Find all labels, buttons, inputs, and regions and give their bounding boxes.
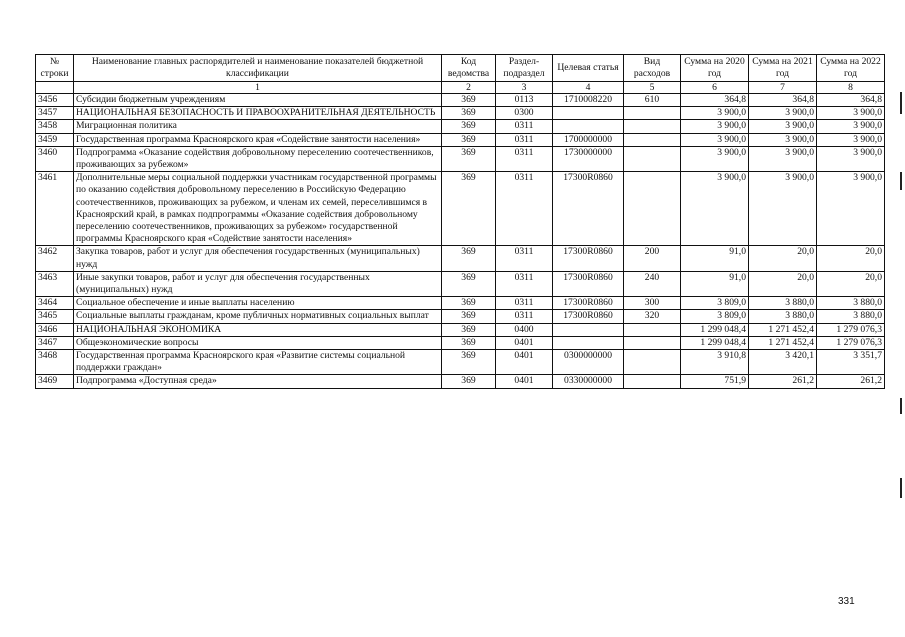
sum-2022: 3 900,0 [817,133,885,146]
table-row [36,297,885,310]
expense-type [624,336,681,349]
row-name: Закупка товаров, работ и услуг для обеспечения государственных (муниципальных) нужд [74,246,442,271]
expense-type [624,120,681,133]
sum-2020: 3 809,0 [681,297,749,310]
scan-mark [900,172,902,190]
expense-type: 240 [624,271,681,296]
scan-mark [900,92,902,114]
target-article: 1730000000 [553,146,624,171]
sum-2022: 3 351,7 [817,350,885,375]
column-number: 6 [681,82,749,94]
dept-code: 369 [442,297,496,310]
dept-code: 369 [442,246,496,271]
sum-2021: 3 900,0 [749,133,817,146]
row-number: 3465 [36,310,74,323]
section-code: 0400 [496,323,553,336]
sum-2020: 364,8 [681,94,749,107]
sum-2021: 20,0 [749,246,817,271]
row-number: 3462 [36,246,74,271]
sum-2020: 1 299 048,4 [681,323,749,336]
sum-2022: 3 880,0 [817,310,885,323]
expense-type [624,172,681,246]
dept-code: 369 [442,271,496,296]
header-name: Наименование главных распорядителей и наименование показателей бюджетной классификации [74,55,442,82]
target-article: 1710008220 [553,94,624,107]
section-code: 0401 [496,375,553,388]
sum-2021: 1 271 452,4 [749,336,817,349]
row-number: 3460 [36,146,74,171]
row-number: 3466 [36,323,74,336]
sum-2020: 91,0 [681,271,749,296]
table-row [36,120,885,133]
target-article: 0330000000 [553,375,624,388]
sum-2020: 3 900,0 [681,120,749,133]
dept-code: 369 [442,133,496,146]
row-number: 3467 [36,336,74,349]
budget-table-sheet [35,54,884,389]
table-row [36,146,885,171]
section-code: 0311 [496,120,553,133]
row-number: 3469 [36,375,74,388]
sum-2020: 751,9 [681,375,749,388]
page-number: 331 [838,596,855,607]
sum-2022: 20,0 [817,271,885,296]
sum-2021: 20,0 [749,271,817,296]
column-number [36,82,74,94]
row-number: 3463 [36,271,74,296]
sum-2022: 20,0 [817,246,885,271]
target-article [553,336,624,349]
sum-2020: 1 299 048,4 [681,336,749,349]
column-number: 5 [624,82,681,94]
sum-2021: 3 900,0 [749,146,817,171]
target-article: 1700000000 [553,133,624,146]
sum-2020: 3 900,0 [681,133,749,146]
section-code: 0300 [496,107,553,120]
section-code: 0401 [496,350,553,375]
table-row [36,375,885,388]
sum-2020: 3 910,8 [681,350,749,375]
row-name: НАЦИОНАЛЬНАЯ ЭКОНОМИКА [74,323,442,336]
row-name: Подпрограмма «Оказание содействия добровольному переселению соотечественников, проживающих за рубежом» [74,146,442,171]
scan-mark [900,398,902,414]
table-row [36,271,885,296]
column-number: 8 [817,82,885,94]
row-number: 3456 [36,94,74,107]
row-name: Миграционная политика [74,120,442,133]
scan-mark [900,478,902,498]
table-row [36,323,885,336]
expense-type [624,350,681,375]
section-code: 0311 [496,297,553,310]
expense-type: 300 [624,297,681,310]
column-numbers-row [36,82,885,94]
column-number: 3 [496,82,553,94]
sum-2022: 3 880,0 [817,297,885,310]
dept-code: 369 [442,350,496,375]
sum-2021: 1 271 452,4 [749,323,817,336]
dept-code: 369 [442,107,496,120]
row-name: Государственная программа Красноярского края «Развитие системы социальной поддержки граждан» [74,350,442,375]
sum-2022: 3 900,0 [817,146,885,171]
section-code: 0311 [496,310,553,323]
dept-code: 369 [442,310,496,323]
sum-2020: 3 900,0 [681,172,749,246]
table-header-row [36,55,885,82]
sum-2020: 3 900,0 [681,146,749,171]
sum-2022: 3 900,0 [817,172,885,246]
sum-2022: 3 900,0 [817,120,885,133]
target-article: 17300R0860 [553,246,624,271]
target-article: 17300R0860 [553,297,624,310]
sum-2022: 1 279 076,3 [817,336,885,349]
header-dept-code: Код ведомства [442,55,496,82]
dept-code: 369 [442,336,496,349]
sum-2021: 3 900,0 [749,107,817,120]
target-article [553,120,624,133]
header-sum-2022: Сумма на 2022 год [817,55,885,82]
dept-code: 369 [442,94,496,107]
row-name: Подпрограмма «Доступная среда» [74,375,442,388]
expense-type: 610 [624,94,681,107]
sum-2022: 364,8 [817,94,885,107]
sum-2022: 261,2 [817,375,885,388]
target-article [553,323,624,336]
target-article [553,107,624,120]
expense-type [624,133,681,146]
row-name: Социальное обеспечение и иные выплаты населению [74,297,442,310]
expense-type [624,323,681,336]
header-expense-type: Вид расходов [624,55,681,82]
row-number: 3464 [36,297,74,310]
row-name: Государственная программа Красноярского края «Содействие занятости населения» [74,133,442,146]
header-sum-2021: Сумма на 2021 год [749,55,817,82]
sum-2022: 1 279 076,3 [817,323,885,336]
sum-2020: 3 900,0 [681,107,749,120]
row-number: 3457 [36,107,74,120]
sum-2021: 3 880,0 [749,310,817,323]
section-code: 0311 [496,133,553,146]
row-name: Иные закупки товаров, работ и услуг для обеспечения государственных (муниципальных) нужд [74,271,442,296]
table-row [36,94,885,107]
row-name: Социальные выплаты гражданам, кроме публичных нормативных социальных выплат [74,310,442,323]
dept-code: 369 [442,375,496,388]
header-row-no: № строки [36,55,74,82]
section-code: 0311 [496,246,553,271]
sum-2020: 3 809,0 [681,310,749,323]
row-number: 3468 [36,350,74,375]
expense-type: 200 [624,246,681,271]
sum-2021: 364,8 [749,94,817,107]
dept-code: 369 [442,146,496,171]
target-article: 17300R0860 [553,172,624,246]
table-row [36,133,885,146]
row-name: Дополнительные меры социальной поддержки участникам государственной программы по оказанию содействия добровольному переселению в Российскую Федерацию соотечественников, проживающих за рубежом, и членам их семей, переселившимся в Красноярский край, в рамках подпрограммы «Оказание содействия добровольному переселению соотечественников, проживающих за рубежом» государственной программы Красноярского края «Содействие занятости населения» [74,172,442,246]
budget-table [35,54,885,389]
column-number: 1 [74,82,442,94]
row-name: НАЦИОНАЛЬНАЯ БЕЗОПАСНОСТЬ И ПРАВООХРАНИТЕЛЬНАЯ ДЕЯТЕЛЬНОСТЬ [74,107,442,120]
column-number: 2 [442,82,496,94]
target-article: 17300R0860 [553,271,624,296]
section-code: 0311 [496,271,553,296]
header-section: Раздел-подраздел [496,55,553,82]
dept-code: 369 [442,323,496,336]
sum-2020: 91,0 [681,246,749,271]
expense-type [624,146,681,171]
column-number: 7 [749,82,817,94]
table-row [36,107,885,120]
table-row [36,336,885,349]
table-row [36,246,885,271]
table-body [36,94,885,389]
dept-code: 369 [442,120,496,133]
section-code: 0113 [496,94,553,107]
target-article: 17300R0860 [553,310,624,323]
target-article: 0300000000 [553,350,624,375]
row-number: 3458 [36,120,74,133]
dept-code: 369 [442,172,496,246]
section-code: 0311 [496,172,553,246]
column-number: 4 [553,82,624,94]
expense-type [624,375,681,388]
section-code: 0311 [496,146,553,171]
header-sum-2020: Сумма на 2020 год [681,55,749,82]
row-name: Субсидии бюджетным учреждениям [74,94,442,107]
row-name: Общеэкономические вопросы [74,336,442,349]
row-number: 3459 [36,133,74,146]
sum-2022: 3 900,0 [817,107,885,120]
sum-2021: 3 900,0 [749,172,817,246]
expense-type [624,107,681,120]
sum-2021: 3 900,0 [749,120,817,133]
sum-2021: 3 420,1 [749,350,817,375]
header-target: Целевая статья [553,55,624,82]
row-number: 3461 [36,172,74,246]
sum-2021: 3 880,0 [749,297,817,310]
expense-type: 320 [624,310,681,323]
sum-2021: 261,2 [749,375,817,388]
table-row [36,310,885,323]
table-row [36,172,885,246]
table-row [36,350,885,375]
section-code: 0401 [496,336,553,349]
